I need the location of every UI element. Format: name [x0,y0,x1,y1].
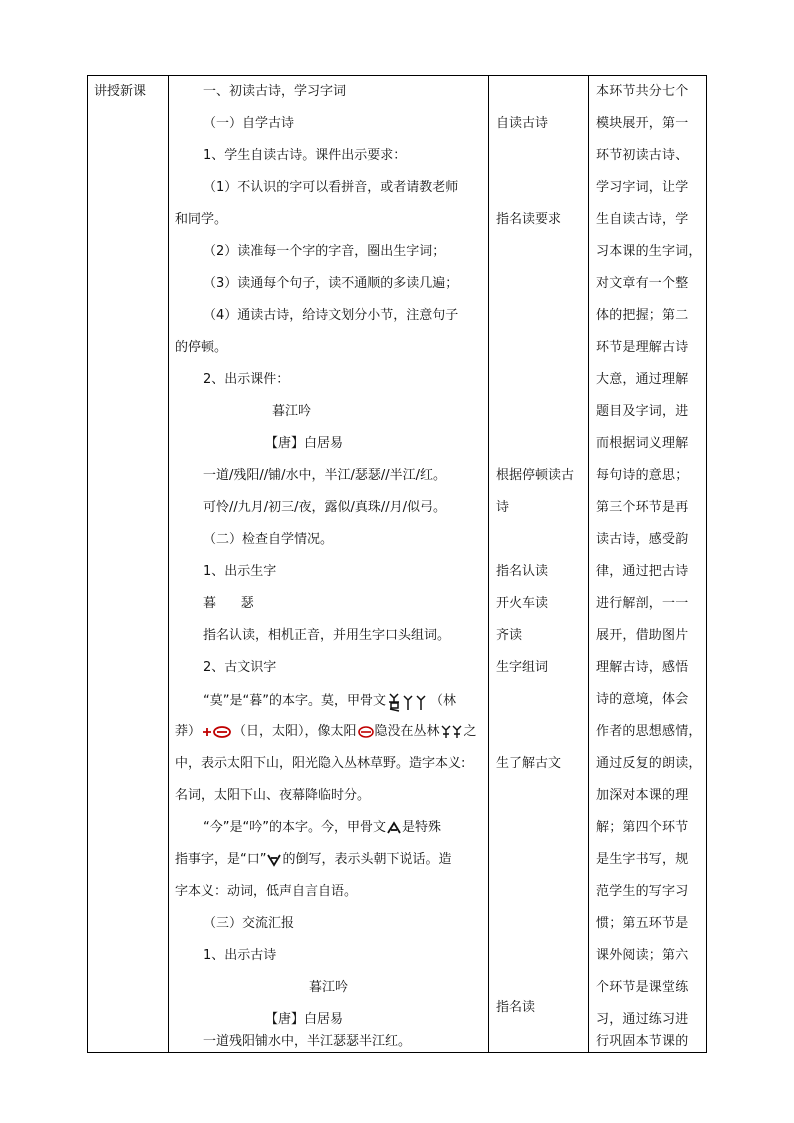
note-line: 行巩固本节课的 [596,1034,689,1049]
poem-line: 一道残阳铺水中，半江瑟瑟半江红。 [203,1034,412,1049]
note-line: 本环节共分七个 [596,84,689,99]
etymology-text: “今”是“吟”的本字。今，甲骨文 [203,820,386,835]
activity-item: 诗 [496,500,510,515]
oracle-bone-sun-icon [201,724,233,740]
etymology-text: “莫”是“暮”的本字。莫，甲骨文 [203,693,386,709]
new-characters: 暮 瑟 [203,596,254,611]
etymology-text: 是特殊 [401,820,441,835]
etymology-text: 之 [463,724,477,739]
note-line: 诗的意境，体会 [596,692,689,707]
activity-item: 生字组词 [496,660,549,675]
etymology-text: 的倒写，表示头朝下说话。造 [282,852,452,867]
note-line: 个环节是课堂练 [596,980,689,995]
activity-item: 开火车读 [496,596,549,611]
activity-item: 齐读 [496,628,523,643]
heading-1: 一、初读古诗，学习字词 [203,84,347,99]
sub-heading: （三）交流汇报 [203,916,295,931]
activity-item: 根据停顿读古 [496,468,575,483]
poem-author: 【唐】白居易 [265,436,344,451]
etymology-line [203,818,441,838]
text-line: 1、出示古诗 [203,948,277,963]
etymology-text: （日，太阳），像太阳 [233,724,357,739]
etymology-text: （林 [429,693,456,709]
text-line: （1）不认识的字可以看拼音，或者请教老师 [203,180,459,195]
note-line: 第三个环节是再 [596,500,689,515]
text-line: 的停顿。 [175,340,228,355]
text-line: 1、出示生字 [203,564,277,579]
note-line: 理解古诗，感悟 [596,660,689,675]
sub-heading: （二）检查自学情况。 [203,532,334,547]
note-line: 对文章有一个整 [596,276,689,291]
note-line: 惯；第五环节是 [596,916,689,931]
activity-item: 生了解古文 [496,756,562,771]
activity-item: 指名认读 [496,564,549,579]
etymology-text: 隐没在丛林 [374,724,440,739]
lesson-table [87,75,707,1053]
activity-item: 指名读 [496,1000,536,1015]
poem-title: 暮江吟 [272,404,312,419]
etymology-line: 中，表示太阳下山，阳光隐入丛林草野。造字本义: [175,756,466,771]
note-line: 律，通过把古诗 [596,564,689,579]
design-intent-cell [589,76,707,1052]
teaching-content-cell [169,76,488,1052]
note-line: 而根据词义理解 [596,436,689,451]
note-line: 每句诗的意思； [596,468,689,483]
note-line: 解；第四个环节 [596,820,689,835]
text-line: 1、学生自读古诗。课件出示要求： [203,148,407,163]
etymology-line [175,850,452,870]
note-line: 习，通过练习进 [596,1012,689,1027]
etymology-line: 字本义：动词，低声自言自语。 [175,884,358,899]
etymology-text: 指事字，是“口” [175,852,267,867]
oracle-bone-mu-icon [386,690,430,712]
note-line: 展开，借助图片 [596,628,689,643]
note-line: 环节初读古诗、 [596,148,689,163]
etymology-line [203,690,456,712]
note-line: 环节是理解古诗 [596,340,689,355]
note-line: 是生字书写，规 [596,852,689,867]
text-line: （4）通读古诗，给诗文划分小节，注意句子 [203,308,459,323]
text-line: （3）读通每个句子，读不通顺的多读几遍； [203,276,459,291]
etymology-line: 名词，太阳下山、夜幕降临时分。 [175,788,371,803]
note-line: 体的把握；第二 [596,308,689,323]
activity-item: 自读古诗 [496,116,549,131]
oracle-bone-mouth-icon [266,852,282,868]
note-line: 课外阅读；第六 [596,948,689,963]
section-cell [88,76,168,1052]
note-line: 大意，通过理解 [596,372,689,387]
note-line: 模块展开，第一 [596,116,689,131]
text-line: （2）读准每一个字的字音，圈出生字词； [203,244,446,259]
poem-author: 【唐】白居易 [265,1012,344,1027]
note-line: 加深对本课的理 [596,788,689,803]
oracle-bone-forest-icon [440,724,464,740]
text-line: 2、古文识字 [203,660,277,675]
poem-line: 可怜//九月/初三/夜，露似/真珠//月/似弓。 [203,500,447,515]
section-label: 讲授新课 [94,84,147,99]
student-activity-cell [489,76,588,1052]
note-line: 进行解剖，一一 [596,596,689,611]
note-line: 通过反复的朗读， [596,756,702,771]
sub-heading: （一）自学古诗 [203,116,295,131]
note-line: 学习字词，让学 [596,180,689,195]
text-line: 指名认读，相机正音，并用生字口头组词。 [203,628,451,643]
text-line: 2、出示课件： [203,372,290,387]
note-line: 生自读古诗，学 [596,212,689,227]
activity-item: 指名读要求 [496,212,562,227]
note-line: 题目及字词，进 [596,404,689,419]
note-line: 范学生的写字习 [596,884,689,899]
note-line: 习本课的生字词， [596,244,702,259]
oracle-bone-sun-small-icon [357,724,375,740]
etymology-line [175,722,477,742]
etymology-text: 莽） [175,724,202,739]
text-line: 和同学。 [175,212,228,227]
poem-line: 一道/残阳//铺/水中，半江/瑟瑟//半江/红。 [203,468,447,483]
poem-title: 暮江吟 [309,980,349,995]
note-line: 作者的思想感情， [596,724,702,739]
note-line: 读古诗，感受韵 [596,532,689,547]
oracle-bone-jin-icon [386,820,402,836]
